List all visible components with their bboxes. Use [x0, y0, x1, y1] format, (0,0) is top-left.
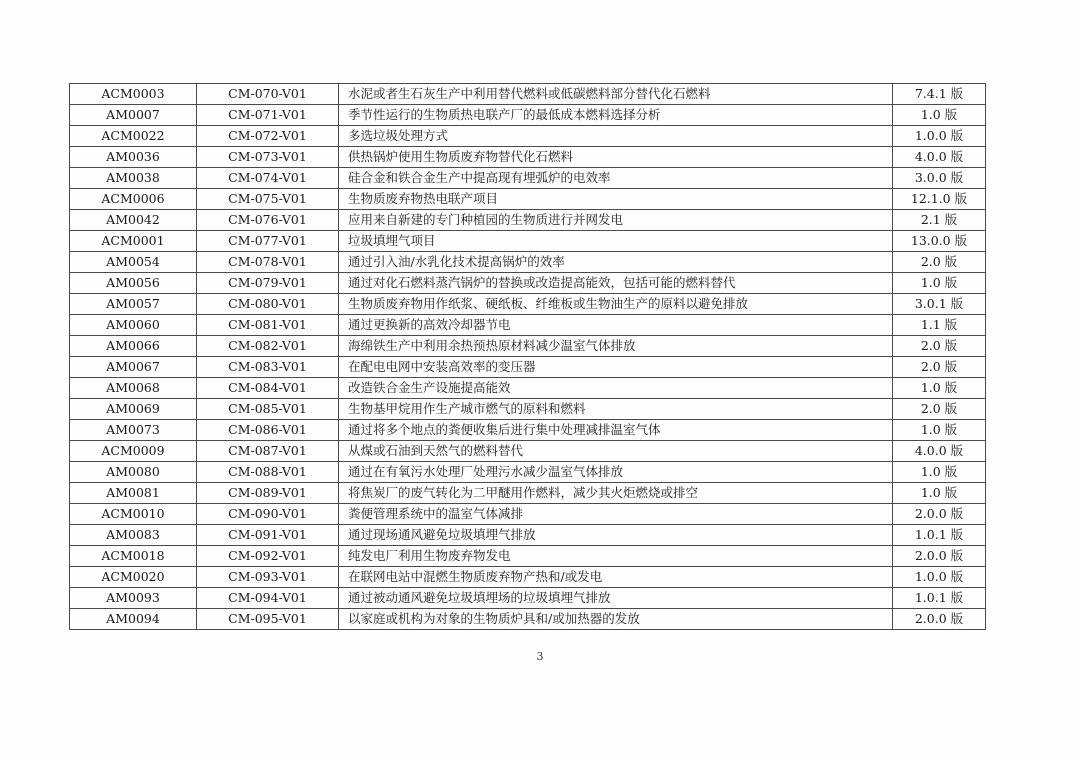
table-row [70, 462, 986, 483]
version-cell: 2.0 版 [893, 399, 986, 420]
methodology-table [69, 83, 986, 630]
version-cell: 2.0.0 版 [893, 609, 986, 630]
table-row [70, 378, 986, 399]
methodology-name-cell: 以家庭或机构为对象的生物质炉具和/或加热器的发放 [339, 609, 893, 630]
cm-number-cell: CM-090-V01 [197, 504, 339, 525]
methodology-name-cell: 生物质废弃物用作纸浆、硬纸板、纤维板或生物油生产的原料以避免排放 [339, 294, 893, 315]
cdm-code-cell: AM0069 [70, 399, 197, 420]
methodology-name-cell: 粪便管理系统中的温室气体减排 [339, 504, 893, 525]
table-row [70, 168, 986, 189]
methodology-name-cell: 通过在有氧污水处理厂处理污水减少温室气体排放 [339, 462, 893, 483]
version-cell: 1.0.0 版 [893, 567, 986, 588]
table-row [70, 546, 986, 567]
version-cell: 3.0.1 版 [893, 294, 986, 315]
cm-number-cell: CM-093-V01 [197, 567, 339, 588]
cm-number-cell: CM-092-V01 [197, 546, 339, 567]
cdm-code-cell: AM0054 [70, 252, 197, 273]
table-row [70, 231, 986, 252]
cm-number-cell: CM-076-V01 [197, 210, 339, 231]
cdm-code-cell: AM0036 [70, 147, 197, 168]
cdm-code-cell: ACM0018 [70, 546, 197, 567]
version-cell: 2.0.0 版 [893, 546, 986, 567]
cdm-code-cell: ACM0022 [70, 126, 197, 147]
version-cell: 2.0 版 [893, 357, 986, 378]
cdm-code-cell: AM0007 [70, 105, 197, 126]
table-row [70, 273, 986, 294]
table-row [70, 294, 986, 315]
cm-number-cell: CM-075-V01 [197, 189, 339, 210]
version-cell: 4.0.0 版 [893, 441, 986, 462]
cdm-code-cell: AM0073 [70, 420, 197, 441]
version-cell: 2.0 版 [893, 336, 986, 357]
cdm-code-cell: AM0057 [70, 294, 197, 315]
methodology-name-cell: 应用来自新建的专门种植园的生物质进行并网发电 [339, 210, 893, 231]
cdm-code-cell: ACM0003 [70, 84, 197, 105]
table-row [70, 567, 986, 588]
cdm-code-cell: ACM0020 [70, 567, 197, 588]
version-cell: 1.0 版 [893, 483, 986, 504]
cdm-code-cell: AM0060 [70, 315, 197, 336]
cdm-code-cell: AM0094 [70, 609, 197, 630]
cm-number-cell: CM-088-V01 [197, 462, 339, 483]
version-cell: 13.0.0 版 [893, 231, 986, 252]
table-row [70, 483, 986, 504]
table-row [70, 441, 986, 462]
cdm-code-cell: AM0093 [70, 588, 197, 609]
methodology-name-cell: 多选垃圾处理方式 [339, 126, 893, 147]
methodology-name-cell: 海绵铁生产中利用余热预热原材料减少温室气体排放 [339, 336, 893, 357]
version-cell: 1.0 版 [893, 273, 986, 294]
version-cell: 1.0.0 版 [893, 126, 986, 147]
version-cell: 12.1.0 版 [893, 189, 986, 210]
cm-number-cell: CM-078-V01 [197, 252, 339, 273]
version-cell: 1.0.1 版 [893, 588, 986, 609]
version-cell: 1.0 版 [893, 462, 986, 483]
cm-number-cell: CM-095-V01 [197, 609, 339, 630]
cm-number-cell: CM-073-V01 [197, 147, 339, 168]
methodology-name-cell: 硅合金和铁合金生产中提高现有埋弧炉的电效率 [339, 168, 893, 189]
cdm-code-cell: AM0067 [70, 357, 197, 378]
cm-number-cell: CM-085-V01 [197, 399, 339, 420]
cm-number-cell: CM-080-V01 [197, 294, 339, 315]
methodology-name-cell: 纯发电厂利用生物废弃物发电 [339, 546, 893, 567]
version-cell: 1.0 版 [893, 105, 986, 126]
table-row [70, 126, 986, 147]
table-row [70, 609, 986, 630]
version-cell: 2.0 版 [893, 252, 986, 273]
cdm-code-cell: ACM0010 [70, 504, 197, 525]
table-row [70, 252, 986, 273]
methodology-name-cell: 生物质废弃物热电联产项目 [339, 189, 893, 210]
methodology-name-cell: 通过对化石燃料蒸汽锅炉的替换或改造提高能效，包括可能的燃料替代 [339, 273, 893, 294]
table-row [70, 420, 986, 441]
cm-number-cell: CM-079-V01 [197, 273, 339, 294]
methodology-name-cell: 通过现场通风避免垃圾填埋气排放 [339, 525, 893, 546]
cm-number-cell: CM-094-V01 [197, 588, 339, 609]
methodology-name-cell: 生物基甲烷用作生产城市燃气的原料和燃料 [339, 399, 893, 420]
cdm-code-cell: AM0081 [70, 483, 197, 504]
cm-number-cell: CM-089-V01 [197, 483, 339, 504]
cdm-code-cell: ACM0009 [70, 441, 197, 462]
methodology-name-cell: 季节性运行的生物质热电联产厂的最低成本燃料选择分析 [339, 105, 893, 126]
cm-number-cell: CM-070-V01 [197, 84, 339, 105]
version-cell: 1.0 版 [893, 420, 986, 441]
table-row [70, 504, 986, 525]
methodology-name-cell: 供热锅炉使用生物质废弃物替代化石燃料 [339, 147, 893, 168]
version-cell: 7.4.1 版 [893, 84, 986, 105]
methodology-name-cell: 垃圾填埋气项目 [339, 231, 893, 252]
methodology-name-cell: 从煤或石油到天然气的燃料替代 [339, 441, 893, 462]
methodology-table-body [70, 84, 986, 630]
cm-number-cell: CM-081-V01 [197, 315, 339, 336]
methodology-name-cell: 水泥或者生石灰生产中利用替代燃料或低碳燃料部分替代化石燃料 [339, 84, 893, 105]
cm-number-cell: CM-084-V01 [197, 378, 339, 399]
cm-number-cell: CM-071-V01 [197, 105, 339, 126]
table-row [70, 399, 986, 420]
cdm-code-cell: AM0042 [70, 210, 197, 231]
version-cell: 1.1 版 [893, 315, 986, 336]
version-cell: 3.0.0 版 [893, 168, 986, 189]
table-row [70, 210, 986, 231]
cdm-code-cell: AM0083 [70, 525, 197, 546]
methodology-name-cell: 通过将多个地点的粪便收集后进行集中处理减排温室气体 [339, 420, 893, 441]
cm-number-cell: CM-086-V01 [197, 420, 339, 441]
methodology-name-cell: 将焦炭厂的废气转化为二甲醚用作燃料，减少其火炬燃烧或排空 [339, 483, 893, 504]
cm-number-cell: CM-074-V01 [197, 168, 339, 189]
version-cell: 4.0.0 版 [893, 147, 986, 168]
table-row [70, 588, 986, 609]
methodology-name-cell: 在联网电站中混燃生物质废弃物产热和/或发电 [339, 567, 893, 588]
methodology-name-cell: 通过被动通风避免垃圾填埋场的垃圾填埋气排放 [339, 588, 893, 609]
page-number: 3 [536, 650, 544, 663]
cdm-code-cell: AM0066 [70, 336, 197, 357]
version-cell: 2.0.0 版 [893, 504, 986, 525]
methodology-name-cell: 通过引入油/水乳化技术提高锅炉的效率 [339, 252, 893, 273]
methodology-name-cell: 在配电电网中安装高效率的变压器 [339, 357, 893, 378]
methodology-name-cell: 通过更换新的高效冷却器节电 [339, 315, 893, 336]
cdm-code-cell: AM0056 [70, 273, 197, 294]
table-row [70, 336, 986, 357]
cdm-code-cell: AM0038 [70, 168, 197, 189]
cm-number-cell: CM-082-V01 [197, 336, 339, 357]
cm-number-cell: CM-083-V01 [197, 357, 339, 378]
table-row [70, 315, 986, 336]
table-row [70, 105, 986, 126]
methodology-name-cell: 改造铁合金生产设施提高能效 [339, 378, 893, 399]
version-cell: 1.0 版 [893, 378, 986, 399]
cdm-code-cell: AM0068 [70, 378, 197, 399]
cm-number-cell: CM-087-V01 [197, 441, 339, 462]
cm-number-cell: CM-072-V01 [197, 126, 339, 147]
table-row [70, 84, 986, 105]
cm-number-cell: CM-091-V01 [197, 525, 339, 546]
table-row [70, 357, 986, 378]
table-row [70, 147, 986, 168]
cdm-code-cell: AM0080 [70, 462, 197, 483]
version-cell: 1.0.1 版 [893, 525, 986, 546]
cdm-code-cell: ACM0001 [70, 231, 197, 252]
version-cell: 2.1 版 [893, 210, 986, 231]
table-row [70, 189, 986, 210]
cdm-code-cell: ACM0006 [70, 189, 197, 210]
table-row [70, 525, 986, 546]
cm-number-cell: CM-077-V01 [197, 231, 339, 252]
